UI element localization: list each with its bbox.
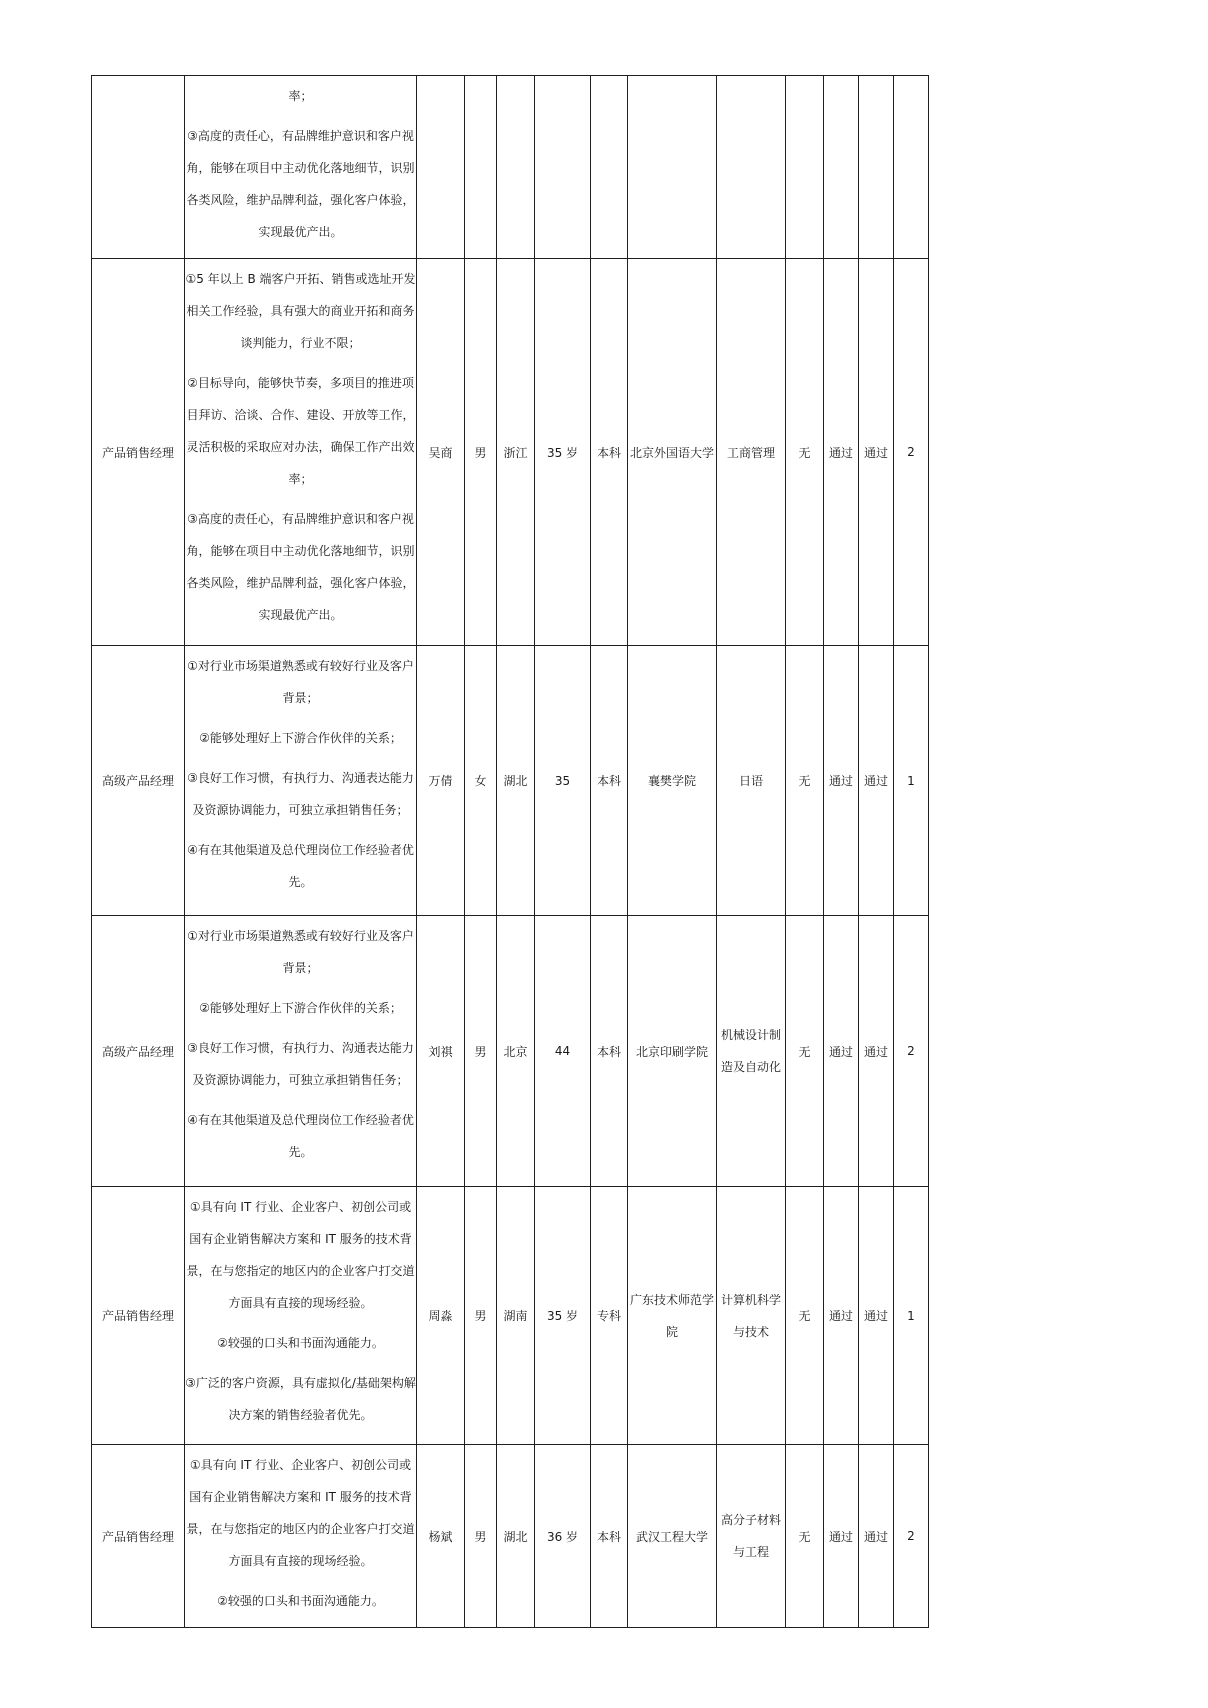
school-cell [628, 76, 717, 259]
exam-cell: 通过 [859, 1187, 894, 1445]
requirement-item: ③高度的责任心，有品牌维护意识和客户视角，能够在项目中主动优化落地细节，识别各类风险，维护品牌利益，强化客户体验，实现最优产出。 [186, 512, 415, 622]
origin-cell: 湖北 [497, 646, 535, 916]
name-cell: 刘祺 [417, 916, 465, 1187]
table-row [92, 916, 929, 1187]
requirements-cell [185, 646, 417, 916]
school-text: 广东技术师范学院 [629, 1292, 714, 1339]
count-cell: 1 [894, 1187, 929, 1445]
requirements-cell [185, 916, 417, 1187]
origin-cell: 浙江 [497, 259, 535, 646]
interview-cell: 通过 [824, 1187, 859, 1445]
requirement-item: ③良好工作习惯，有执行力、沟通表达能力及资源协调能力，可独立承担销售任务； [187, 1041, 414, 1087]
requirement-item: ①具有向 IT 行业、企业客户、初创公司或国有企业销售解决方案和 IT 服务的技术背景，在与您指定的地区内的企业客户打交道方面具有直接的现场经验。 [186, 1200, 415, 1310]
requirements-cell [185, 259, 417, 646]
major-cell: 日语 [717, 646, 786, 916]
name-cell [417, 76, 465, 259]
requirements-cell [185, 76, 417, 259]
candidate-table [91, 75, 929, 1628]
origin-cell: 湖南 [497, 1187, 535, 1445]
exam-cell: 通过 [859, 646, 894, 916]
requirement-item: ③良好工作习惯，有执行力、沟通表达能力及资源协调能力，可独立承担销售任务； [187, 771, 414, 817]
education-cell: 本科 [591, 259, 628, 646]
major-text: 计算机科学与技术 [720, 1292, 781, 1339]
requirement-item: ④有在其他渠道及总代理岗位工作经验者优先。 [187, 843, 414, 889]
gender-cell: 男 [465, 916, 497, 1187]
requirements-cell [185, 1445, 417, 1628]
exam-cell: 通过 [859, 916, 894, 1187]
major-cell [717, 76, 786, 259]
major-text: 机械设计制造及自动化 [720, 1028, 781, 1074]
major-cell [717, 1445, 786, 1628]
requirements-cell [185, 1187, 417, 1445]
education-cell: 本科 [591, 1445, 628, 1628]
age-cell: 35 [535, 646, 591, 916]
school-cell: 北京印刷学院 [628, 916, 717, 1187]
school-cell: 北京外国语大学 [628, 259, 717, 646]
count-cell: 1 [894, 646, 929, 916]
gender-cell: 男 [465, 259, 497, 646]
education-cell: 本科 [591, 916, 628, 1187]
age-cell: 35 岁 [535, 1187, 591, 1445]
table-row [92, 76, 929, 259]
requirement-item: ③广泛的客户资源，具有虚拟化/基础架构解决方案的销售经验者优先。 [185, 1376, 416, 1422]
origin-cell: 北京 [497, 916, 535, 1187]
position-cell: 高级产品经理 [92, 916, 185, 1187]
school-cell: 武汉工程大学 [628, 1445, 717, 1628]
age-cell: 35 岁 [535, 259, 591, 646]
position-cell: 产品销售经理 [92, 1187, 185, 1445]
major-cell [717, 916, 786, 1187]
requirement-item: ②能够处理好上下游合作伙伴的关系； [199, 1001, 402, 1015]
requirement-item: ④有在其他渠道及总代理岗位工作经验者优先。 [187, 1113, 414, 1159]
gender-cell [465, 76, 497, 259]
interview-cell: 通过 [824, 916, 859, 1187]
origin-cell: 湖北 [497, 1445, 535, 1628]
count-cell: 2 [894, 1445, 929, 1628]
requirement-item: ③高度的责任心，有品牌维护意识和客户视角，能够在项目中主动优化落地细节，识别各类风险，维护品牌利益，强化客户体验，实现最优产出。 [186, 129, 415, 239]
interview-cell: 通过 [824, 1445, 859, 1628]
position-cell [92, 76, 185, 259]
record-cell [786, 76, 824, 259]
record-cell: 无 [786, 646, 824, 916]
major-text: 高分子材料与工程 [720, 1513, 781, 1559]
requirement-item: ①对行业市场渠道熟悉或有较好行业及客户背景； [187, 929, 414, 975]
origin-cell [497, 76, 535, 259]
exam-cell [859, 76, 894, 259]
gender-cell: 男 [465, 1187, 497, 1445]
record-cell: 无 [786, 1445, 824, 1628]
major-cell [717, 1187, 786, 1445]
school-cell [628, 1187, 717, 1445]
position-cell: 产品销售经理 [92, 259, 185, 646]
requirement-item: ②较强的口头和书面沟通能力。 [217, 1594, 384, 1608]
count-cell: 2 [894, 259, 929, 646]
count-cell: 2 [894, 916, 929, 1187]
interview-cell: 通过 [824, 259, 859, 646]
requirement-item: ①对行业市场渠道熟悉或有较好行业及客户背景； [187, 659, 414, 705]
age-cell [535, 76, 591, 259]
position-cell: 产品销售经理 [92, 1445, 185, 1628]
name-cell: 周淼 [417, 1187, 465, 1445]
requirement-item: ②能够处理好上下游合作伙伴的关系； [199, 731, 402, 745]
table-row [92, 259, 929, 646]
name-cell: 杨斌 [417, 1445, 465, 1628]
name-cell: 吴商 [417, 259, 465, 646]
education-cell: 专科 [591, 1187, 628, 1445]
exam-cell: 通过 [859, 259, 894, 646]
record-cell: 无 [786, 259, 824, 646]
count-cell [894, 76, 929, 259]
gender-cell: 男 [465, 1445, 497, 1628]
age-cell: 44 [535, 916, 591, 1187]
interview-cell: 通过 [824, 646, 859, 916]
requirement-item: ①5 年以上 B 端客户开拓、销售或选址开发相关工作经验，具有强大的商业开拓和商务谈判能力，行业不限； [185, 272, 416, 350]
table-row [92, 1187, 929, 1445]
education-cell [591, 76, 628, 259]
requirement-item: ①具有向 IT 行业、企业客户、初创公司或国有企业销售解决方案和 IT 服务的技术背景，在与您指定的地区内的企业客户打交道方面具有直接的现场经验。 [186, 1458, 415, 1568]
education-cell: 本科 [591, 646, 628, 916]
position-cell: 高级产品经理 [92, 646, 185, 916]
record-cell: 无 [786, 916, 824, 1187]
age-cell: 36 岁 [535, 1445, 591, 1628]
table-row [92, 1445, 929, 1628]
interview-cell [824, 76, 859, 259]
name-cell: 万倩 [417, 646, 465, 916]
school-cell: 襄樊学院 [628, 646, 717, 916]
table-row [92, 646, 929, 916]
requirement-item: ②较强的口头和书面沟通能力。 [217, 1336, 384, 1350]
requirement-item: 率； [288, 89, 313, 103]
requirement-item: ②目标导向，能够快节奏，多项目的推进项目拜访、洽谈、合作、建设、开放等工作，灵活积极的采取应对办法，确保工作产出效率； [186, 376, 415, 486]
record-cell: 无 [786, 1187, 824, 1445]
exam-cell: 通过 [859, 1445, 894, 1628]
gender-cell: 女 [465, 646, 497, 916]
major-cell: 工商管理 [717, 259, 786, 646]
